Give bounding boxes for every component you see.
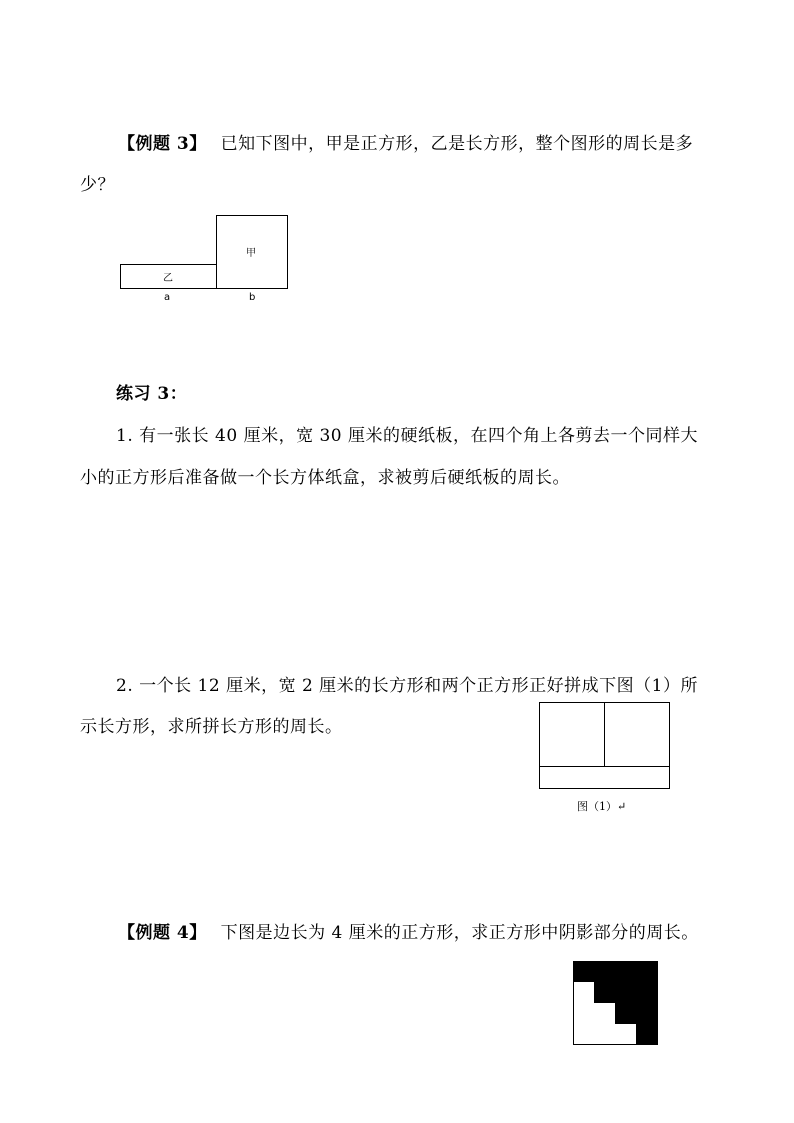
figure-1-strip-divider	[539, 766, 670, 767]
figure-1-square-divider	[604, 702, 605, 767]
example3-label: 【例题 3】	[118, 134, 207, 154]
example4-text: 下图是边长为 4 厘米的正方形，求正方形中阴影部分的周长。	[220, 923, 699, 943]
practice3-q1-line2: 小的正方形后准备做一个长方体纸盒，求被剪后硬纸板的周长。	[80, 468, 570, 488]
practice3-q2-line2: 示长方形，求所拼长方形的周长。	[80, 717, 343, 737]
practice3-title: 练习 3：	[116, 384, 188, 404]
example3-text-line1: 已知下图中，甲是正方形，乙是长方形，整个图形的周长是多	[220, 134, 694, 154]
example3-text-line2: 少？	[80, 175, 115, 195]
shaded-staircase-square	[573, 961, 659, 1046]
example4-heading	[118, 918, 699, 943]
label-b: b	[249, 292, 256, 303]
practice3-q1-line1: 1. 有一张长 40 厘米，宽 30 厘米的硬纸板，在四个角上各剪去一个同样大	[116, 426, 699, 446]
label-yi: 乙	[163, 273, 173, 284]
example3-heading	[118, 129, 693, 154]
label-jia: 甲	[246, 248, 256, 259]
label-a: a	[164, 292, 171, 303]
practice3-q2-line1: 2. 一个长 12 厘米，宽 2 厘米的长方形和两个正方形正好拼成下图（1）所	[116, 676, 699, 696]
example4-label: 【例题 4】	[118, 923, 207, 943]
figure-1-caption: 图（1）↵	[577, 800, 627, 813]
